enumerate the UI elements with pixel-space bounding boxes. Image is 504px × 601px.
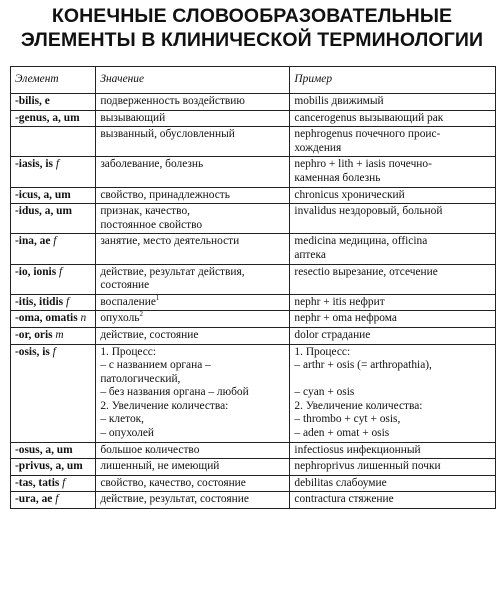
cell-meaning xyxy=(96,204,290,234)
meaning-line xyxy=(100,128,285,142)
element-gender: f xyxy=(59,265,63,278)
example-line xyxy=(294,427,491,441)
line-text: infectiosus инфекционный xyxy=(294,443,421,456)
cell-meaning xyxy=(96,127,290,157)
element-gender: n xyxy=(80,312,87,325)
line-text: хождения xyxy=(294,141,342,154)
cell-element xyxy=(11,187,96,204)
example-line xyxy=(294,235,491,249)
table-row xyxy=(11,204,496,234)
element-suffix: -ura, ae xyxy=(15,493,53,506)
line-text: вызванный, обусловленный xyxy=(100,128,235,141)
example-line xyxy=(294,477,491,491)
element-gender: f xyxy=(53,235,57,248)
cell-meaning xyxy=(96,344,290,442)
line-text: вызывающий xyxy=(100,111,166,124)
meaning-line xyxy=(100,413,285,427)
table-body xyxy=(11,94,496,509)
table-row xyxy=(11,492,496,509)
example-line xyxy=(294,444,491,458)
line-text: – thrombo + cyt + osis, xyxy=(294,413,401,426)
cell-element xyxy=(11,344,96,442)
example-line xyxy=(294,189,491,203)
cell-example xyxy=(290,492,496,509)
cell-example xyxy=(290,204,496,234)
page-title xyxy=(0,4,504,52)
element-gender: f xyxy=(55,493,59,506)
line-text: – aden + omat + osis xyxy=(294,427,390,440)
example-line xyxy=(294,249,491,263)
table-row xyxy=(11,344,496,442)
meaning-line xyxy=(100,266,285,280)
table-row xyxy=(11,264,496,294)
element-suffix: -osus, a, um xyxy=(15,443,73,456)
line-text: заболевание, болезнь xyxy=(100,158,204,171)
element-suffix: -idus, a, um xyxy=(15,205,72,218)
line-text: признак, качество, xyxy=(100,205,190,218)
example-line xyxy=(294,128,491,142)
line-text: патологический, xyxy=(100,372,181,385)
cell-example xyxy=(290,127,496,157)
cell-example xyxy=(290,264,496,294)
cell-element xyxy=(11,327,96,344)
table-row xyxy=(11,94,496,111)
example-line xyxy=(294,266,491,280)
example-line xyxy=(294,205,491,219)
line-text: аптека xyxy=(294,248,326,261)
title-line-2: ЭЛЕМЕНТЫ В КЛИНИЧЕСКОЙ ТЕРМИНОЛОГИИ xyxy=(20,29,484,51)
cell-example xyxy=(290,294,496,311)
example-line xyxy=(294,493,491,507)
meaning-line xyxy=(100,427,285,441)
line-text: свойство, принадлежность xyxy=(100,188,230,201)
line-text: действие, состояние xyxy=(100,328,199,341)
line-text: 2. Увеличение количества: xyxy=(294,399,423,412)
example-line xyxy=(294,172,491,186)
element-gender: f xyxy=(62,476,66,489)
meaning-line xyxy=(100,235,285,249)
cell-example xyxy=(290,157,496,187)
cell-example xyxy=(290,459,496,476)
title-line-1: КОНЕЧНЫЕ СЛОВООБРАЗОВАТЕЛЬНЫЕ xyxy=(51,5,453,27)
element-gender: f xyxy=(52,345,56,358)
table-header-row xyxy=(11,67,496,94)
line-text: contractura стяжение xyxy=(294,493,394,506)
example-line xyxy=(294,112,491,126)
example-line xyxy=(294,158,491,172)
meaning-line xyxy=(100,329,285,343)
example-line xyxy=(294,413,491,427)
meaning-line xyxy=(100,444,285,458)
element-suffix: -genus, a, um xyxy=(15,111,80,124)
meaning-line xyxy=(100,158,285,172)
table-row xyxy=(11,157,496,187)
element-suffix: -oma, omatis xyxy=(15,312,78,325)
line-text: – клеток, xyxy=(100,413,145,426)
element-suffix: -itis, itidis xyxy=(15,295,64,308)
element-suffix: -io, ionis xyxy=(15,265,57,278)
meaning-line xyxy=(100,477,285,491)
table-row xyxy=(11,187,496,204)
example-line xyxy=(294,346,491,360)
header-example: Пример xyxy=(290,67,496,94)
cell-element xyxy=(11,492,96,509)
line-text: chronicus хронический xyxy=(294,188,405,201)
cell-element xyxy=(11,459,96,476)
cell-element xyxy=(11,110,96,127)
meaning-line xyxy=(100,293,285,310)
cell-meaning xyxy=(96,157,290,187)
cell-meaning xyxy=(96,294,290,311)
table-row xyxy=(11,294,496,311)
table-row xyxy=(11,234,496,264)
cell-meaning xyxy=(96,442,290,459)
cell-example xyxy=(290,344,496,442)
example-line xyxy=(294,373,491,387)
cell-example xyxy=(290,475,496,492)
meaning-line xyxy=(100,205,285,219)
line-text: – с названием органа – xyxy=(100,359,211,372)
line-text: опухоль xyxy=(100,312,140,325)
footnote-marker: 2 xyxy=(139,310,143,319)
line-text: – arthr + osis (= arthropathia), xyxy=(294,359,432,372)
example-line xyxy=(294,386,491,400)
meaning-line xyxy=(100,279,285,293)
element-suffix: -or, oris xyxy=(15,328,53,341)
meaning-line xyxy=(100,219,285,233)
meaning-line xyxy=(100,359,285,373)
footnote-marker: 1 xyxy=(155,293,160,302)
example-line xyxy=(294,460,491,474)
line-text: resectio вырезание, отсечение xyxy=(294,265,438,278)
line-text: nephr + oma нефрома xyxy=(294,312,397,325)
example-line xyxy=(294,296,491,310)
line-text: nephr + itis нефрит xyxy=(294,295,385,308)
cell-element xyxy=(11,294,96,311)
element-gender: f xyxy=(65,295,70,308)
cell-meaning xyxy=(96,492,290,509)
cell-meaning xyxy=(96,110,290,127)
terminology-table xyxy=(10,66,496,509)
line-text: действие, результат, состояние xyxy=(100,493,249,506)
cell-meaning xyxy=(96,459,290,476)
cell-meaning xyxy=(96,94,290,111)
line-text: nephrogenus почечного проис- xyxy=(294,128,441,141)
line-text: mobilis движимый xyxy=(294,95,384,107)
cell-element xyxy=(11,311,96,328)
meaning-line xyxy=(100,312,285,326)
line-text: 1. Процесс: xyxy=(294,345,351,358)
element-suffix: -privus, a, um xyxy=(15,460,83,473)
cell-element xyxy=(11,475,96,492)
line-text: 2. Увеличение количества: xyxy=(100,399,229,412)
meaning-line xyxy=(100,373,285,387)
cell-element xyxy=(11,204,96,234)
cell-element xyxy=(11,94,96,111)
line-text: подверженность воздействию xyxy=(100,95,245,107)
cell-meaning xyxy=(96,475,290,492)
element-suffix: -ina, ae xyxy=(15,235,51,248)
table-row xyxy=(11,327,496,344)
table-row xyxy=(11,459,496,476)
line-text: свойство, качество, состояние xyxy=(100,476,246,489)
cell-meaning xyxy=(96,264,290,294)
header-element: Элемент xyxy=(11,67,96,94)
line-text: большое количество xyxy=(100,443,200,456)
table-row xyxy=(11,127,496,157)
line-text: действие, результат действия, xyxy=(100,265,245,278)
element-suffix: -bilis, e xyxy=(15,95,50,107)
line-text: воспаление xyxy=(100,295,156,308)
cell-example xyxy=(290,187,496,204)
line-text: 1. Процесс: xyxy=(100,345,157,358)
table-row xyxy=(11,311,496,328)
cell-meaning xyxy=(96,311,290,328)
cell-meaning xyxy=(96,187,290,204)
example-line xyxy=(294,329,491,343)
line-text: debilitas слабоумие xyxy=(294,476,387,489)
table-row xyxy=(11,110,496,127)
meaning-line xyxy=(100,493,285,507)
line-text: состояние xyxy=(100,279,150,292)
example-line xyxy=(294,95,491,109)
cell-example xyxy=(290,327,496,344)
line-text: dolor страдание xyxy=(294,328,371,341)
example-line xyxy=(294,142,491,156)
line-text: – опухолей xyxy=(100,427,154,440)
element-suffix: -tas, tatis xyxy=(15,476,60,489)
line-text: каменная болезнь xyxy=(294,171,381,184)
meaning-line xyxy=(100,346,285,360)
cell-element xyxy=(11,442,96,459)
line-text: занятие, место деятельности xyxy=(100,235,240,248)
element-suffix: -icus, a, um xyxy=(15,188,71,201)
line-text: лишенный, не имеющий xyxy=(100,460,220,473)
line-text: – без названия органа – любой xyxy=(100,386,249,399)
line-text: invalidus нездоровый, больной xyxy=(294,205,443,218)
meaning-line xyxy=(100,112,285,126)
line-text: nephro + lith + iasis почечно- xyxy=(294,158,432,171)
cell-element xyxy=(11,157,96,187)
cell-element xyxy=(11,234,96,264)
element-gender: f xyxy=(55,158,60,171)
cell-example xyxy=(290,311,496,328)
line-text: cancerogenus вызывающий рак xyxy=(294,111,444,124)
meaning-line xyxy=(100,95,285,109)
meaning-line xyxy=(100,386,285,400)
line-text: постоянное свойство xyxy=(100,218,203,231)
cell-example xyxy=(290,442,496,459)
cell-example xyxy=(290,94,496,111)
cell-example xyxy=(290,110,496,127)
meaning-line xyxy=(100,189,285,203)
element-gender: m xyxy=(55,328,64,341)
header-meaning: Значение xyxy=(96,67,290,94)
example-line xyxy=(294,312,491,326)
cell-element xyxy=(11,264,96,294)
line-text: nephroprivus лишенный почки xyxy=(294,460,441,473)
example-line xyxy=(294,400,491,414)
cell-meaning xyxy=(96,234,290,264)
cell-meaning xyxy=(96,327,290,344)
element-suffix: -osis, is xyxy=(15,345,50,358)
table-row xyxy=(11,475,496,492)
line-text: medicina медицина, officina xyxy=(294,235,428,248)
example-line xyxy=(294,359,491,373)
table-row xyxy=(11,442,496,459)
meaning-line xyxy=(100,460,285,474)
line-text: – cyan + osis xyxy=(294,386,355,399)
element-suffix: -iasis, is xyxy=(15,158,53,171)
meaning-line xyxy=(100,400,285,414)
cell-element xyxy=(11,127,96,157)
cell-example xyxy=(290,234,496,264)
